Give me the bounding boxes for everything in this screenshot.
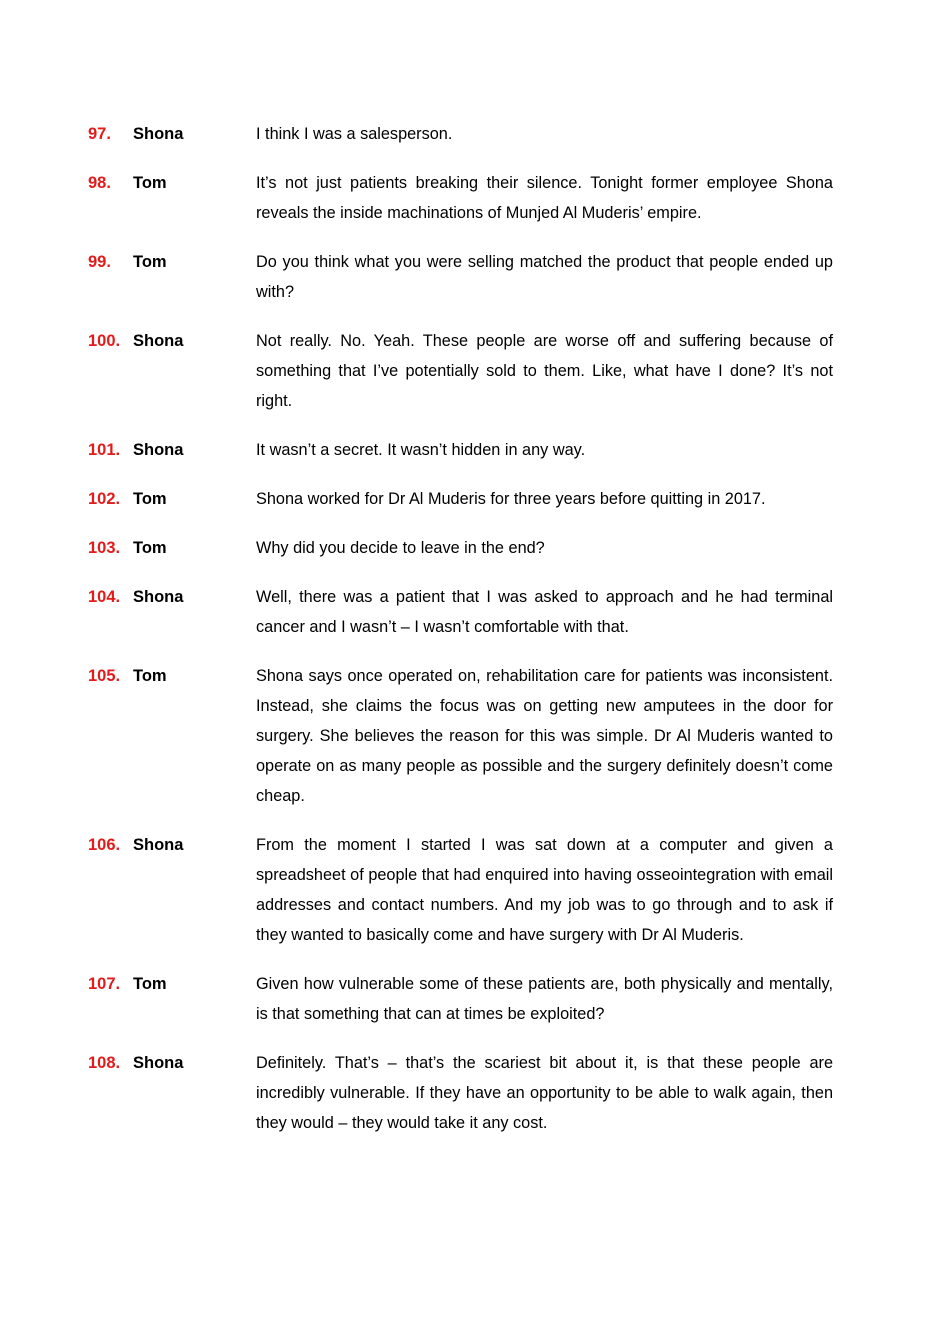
transcript-entry [88, 830, 833, 950]
transcript-text: Given how vulnerable some of these patients are, both physically and mentally, is that something that can at times be exploited? [256, 975, 833, 1023]
paragraph-number: 106. [88, 836, 121, 854]
paragraph-number: 103. [88, 539, 121, 557]
speaker-name: Shona [133, 836, 184, 854]
transcript-text: Do you think what you were selling matched the product that people ended up with? [256, 253, 833, 301]
transcript-text: Definitely. That’s – that’s the scariest bit about it, is that these people are incredibly vulnerable. If they have an opportunity to be able to walk again, then they would – they would take it any cost. [256, 1054, 833, 1132]
transcript-text: It wasn’t a secret. It wasn’t hidden in any way. [256, 441, 586, 459]
transcript-text: From the moment I started I was sat down at a computer and given a spreadsheet of people that had enquired into having osseointegration with email addresses and contact numbers. And my job was to go through and to ask if they wanted to basically come and have surgery with Dr Al Muderis. [256, 836, 833, 944]
transcript-text: Why did you decide to leave in the end? [256, 539, 545, 557]
transcript-entry [88, 484, 833, 514]
transcript-entry [88, 582, 833, 642]
transcript-list [88, 119, 833, 1157]
paragraph-number: 100. [88, 332, 121, 350]
paragraph-number: 98. [88, 174, 111, 192]
speaker-name: Tom [133, 490, 167, 508]
transcript-entry [88, 969, 833, 1029]
transcript-text: It’s not just patients breaking their silence. Tonight former employee Shona reveals the inside machinations of Munjed Al Muderis’ empire. [256, 174, 833, 222]
speaker-name: Tom [133, 253, 167, 271]
transcript-entry [88, 326, 833, 416]
speaker-name: Shona [133, 441, 184, 459]
transcript-entry [88, 533, 833, 563]
transcript-entry [88, 168, 833, 228]
speaker-name: Tom [133, 539, 167, 557]
transcript-entry [88, 1048, 833, 1138]
paragraph-number: 107. [88, 975, 121, 993]
transcript-entry [88, 247, 833, 307]
paragraph-number: 97. [88, 125, 111, 143]
transcript-entry [88, 661, 833, 811]
speaker-name: Tom [133, 975, 167, 993]
paragraph-number: 102. [88, 490, 121, 508]
paragraph-number: 104. [88, 588, 121, 606]
transcript-text: Shona worked for Dr Al Muderis for three years before quitting in 2017. [256, 490, 766, 508]
speaker-name: Shona [133, 125, 184, 143]
transcript-text: Not really. No. Yeah. These people are worse off and suffering because of something that I’ve potentially sold to them. Like, what have I done? It’s not right. [256, 332, 833, 410]
transcript-text: Shona says once operated on, rehabilitation care for patients was inconsistent. Instead, she claims the focus was on getting new amputees in the door for surgery. She believes the reason for this was simple. Dr Al Muderis wanted to operate on as many people as possible and the surgery definitely doesn’t come cheap. [256, 667, 833, 805]
paragraph-number: 105. [88, 667, 121, 685]
transcript-text: Well, there was a patient that I was asked to approach and he had terminal cancer and I wasn’t – I wasn’t comfortable with that. [256, 588, 833, 636]
transcript-text: I think I was a salesperson. [256, 125, 453, 143]
speaker-name: Shona [133, 1054, 184, 1072]
transcript-entry [88, 119, 833, 149]
paragraph-number: 108. [88, 1054, 121, 1072]
paragraph-number: 99. [88, 253, 111, 271]
speaker-name: Tom [133, 174, 167, 192]
speaker-name: Tom [133, 667, 167, 685]
speaker-name: Shona [133, 588, 184, 606]
transcript-entry [88, 435, 833, 465]
paragraph-number: 101. [88, 441, 121, 459]
speaker-name: Shona [133, 332, 184, 350]
